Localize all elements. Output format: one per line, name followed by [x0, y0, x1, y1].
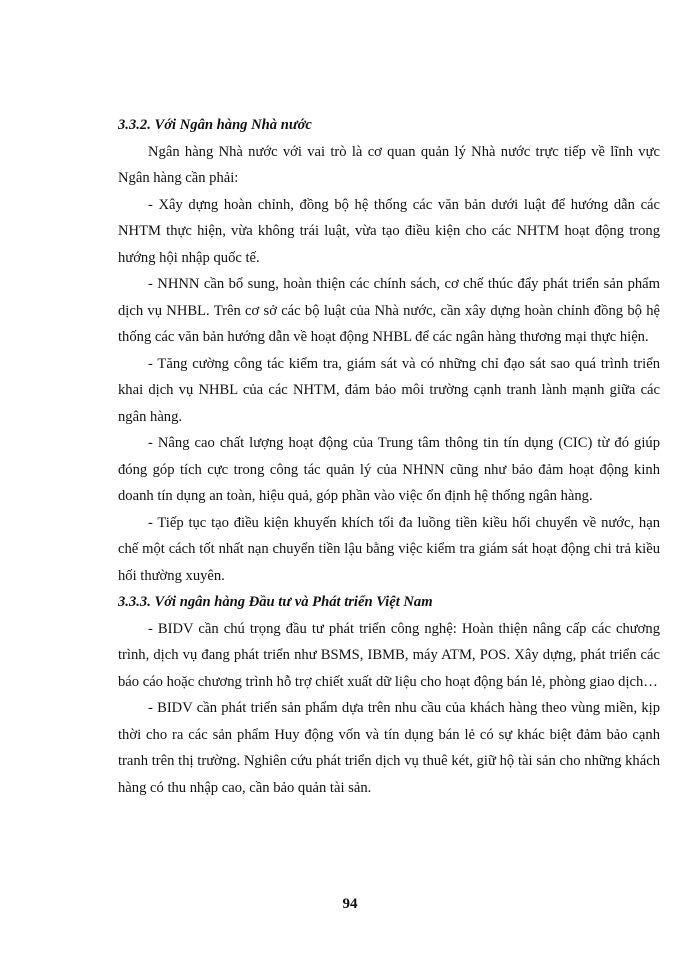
page-content	[118, 112, 660, 801]
paragraph: - Tiếp tục tạo điều kiện khuyến khích tối đa luồng tiền kiều hối chuyển về nước, hạn chế một cách tốt nhất nạn chuyển tiền lậu bằng việc kiểm tra giám sát hoạt động chi trả kiều hối thường xuyên.	[118, 514, 660, 584]
paragraph: - Tăng cường công tác kiểm tra, giám sát và có những chỉ đạo sát sao quá trình triển khai dịch vụ NHBL của các NHTM, đảm bảo môi trường cạnh tranh lành mạnh giữa các ngân hàng.	[118, 355, 660, 425]
paragraph: - Xây dựng hoàn chỉnh, đồng bộ hệ thống các văn bản dưới luật để hướng dẫn các NHTM thực hiện, vừa không trái luật, vừa tạo điều kiện cho các NHTM hoạt động trong hướng hội nhập quốc tế.	[118, 196, 660, 266]
paragraph: - Nâng cao chất lượng hoạt động của Trung tâm thông tin tín dụng (CIC) từ đó giúp đóng góp tích cực trong công tác quản lý của NHNN cũng như bảo đảm hoạt động kinh doanh tín dụng an toàn, hiệu quả, góp phần vào việc ổn định hệ thống ngân hàng.	[118, 435, 660, 504]
page-number: 94	[342, 896, 358, 912]
paragraph: - NHNN cần bổ sung, hoàn thiện các chính sách, cơ chế thúc đẩy phát triển sản phẩm dịch vụ NHBL. Trên cơ sở các bộ luật của Nhà nước, cần xây dựng hoàn chỉnh đồng bộ hệ thống các văn bản hướng dẫn về hoạt động NHBL để các ngân hàng thương mại thực hiện.	[118, 276, 660, 345]
section-heading: 3.3.2. Với Ngân hàng Nhà nước	[118, 117, 312, 133]
paragraph: Ngân hàng Nhà nước với vai trò là cơ quan quản lý Nhà nước trực tiếp về lĩnh vực Ngân hàng cần phải:	[118, 143, 660, 186]
section-heading: 3.3.3. Với ngân hàng Đầu tư và Phát triển Việt Nam	[118, 594, 433, 610]
paragraph: - BIDV cần phát triển sản phẩm dựa trên nhu cầu của khách hàng theo vùng miền, kịp thời cho ra các sản phẩm Huy động vốn và tín dụng bán lẻ có sự khác biệt đảm bảo cạnh tranh trên thị trường. Nghiên cứu phát triển dịch vụ thuê két, giữ hộ tài sản cho những khách hàng có thu nhập cao, cần bảo quản tài sản.	[118, 700, 660, 796]
paragraph: - BIDV cần chú trọng đầu tư phát triển công nghệ: Hoàn thiện nâng cấp các chương trình, dịch vụ đang phát triển như BSMS, IBMB, máy ATM, POS. Xây dựng, phát triển các báo cáo hoặc chương trình hỗ trợ chiết xuất dữ liệu cho hoạt động bán lẻ, phòng giao dịch…	[118, 620, 660, 690]
